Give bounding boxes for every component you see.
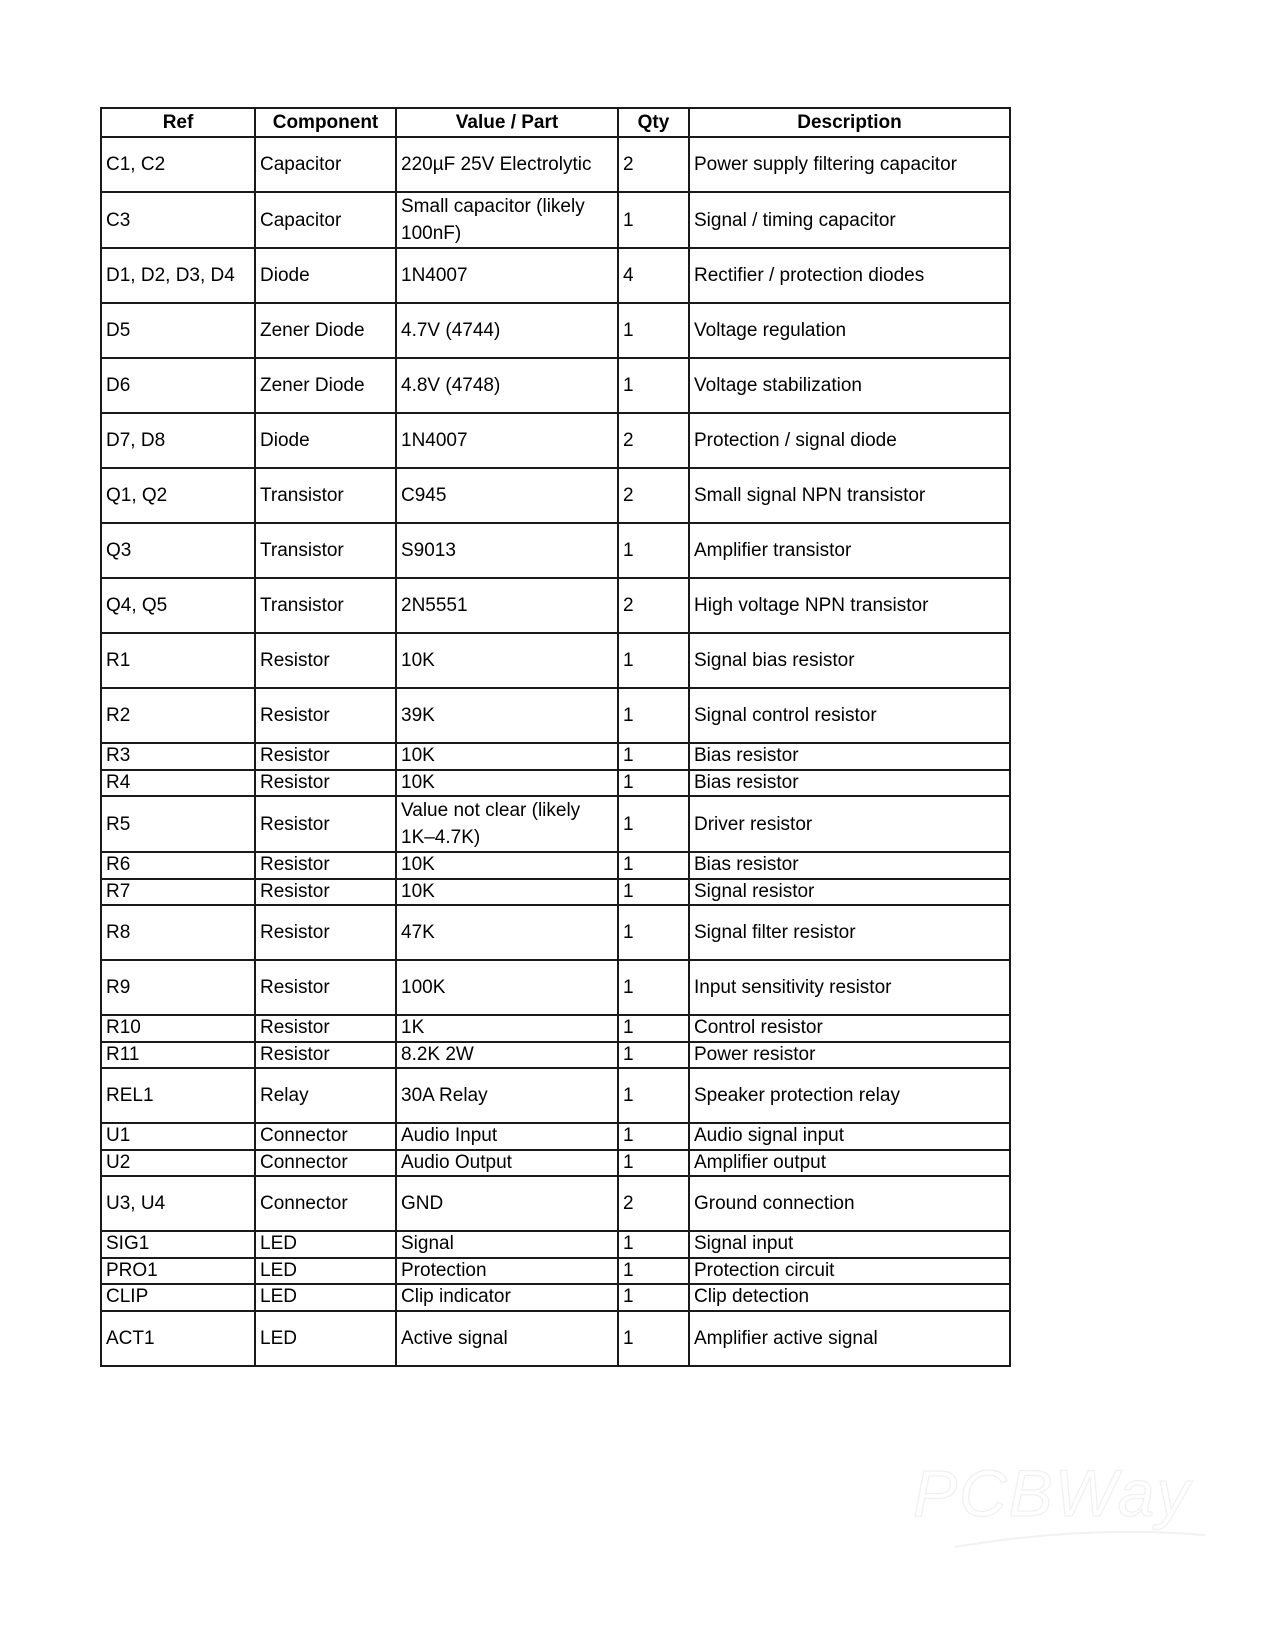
cell-ref: R1 [101,633,255,688]
cell-description: Power supply filtering capacitor [689,137,1010,192]
table-row [101,1123,1010,1150]
table-row [101,688,1010,743]
cell-component: Diode [255,248,396,303]
cell-qty: 1 [618,633,689,688]
cell-description: Voltage regulation [689,303,1010,358]
cell-description: Clip detection [689,1284,1010,1311]
cell-ref: U3, U4 [101,1176,255,1231]
cell-ref: Q3 [101,523,255,578]
cell-qty: 1 [618,1258,689,1285]
cell-value: 47K [396,905,618,960]
cell-ref: D5 [101,303,255,358]
cell-value: 30A Relay [396,1068,618,1123]
cell-description: Bias resistor [689,743,1010,770]
cell-description: Signal / timing capacitor [689,192,1010,248]
header-component: Component [255,108,396,137]
cell-qty: 1 [618,688,689,743]
cell-description: Ground connection [689,1176,1010,1231]
cell-qty: 4 [618,248,689,303]
cell-value: Value not clear (likely 1K–4.7K) [396,796,618,852]
cell-ref: R6 [101,852,255,879]
cell-ref: D7, D8 [101,413,255,468]
table-row [101,1258,1010,1285]
table-row [101,1284,1010,1311]
cell-ref: R5 [101,796,255,852]
cell-component: Connector [255,1150,396,1177]
table-row [101,303,1010,358]
table-row [101,523,1010,578]
cell-value: C945 [396,468,618,523]
header-ref: Ref [101,108,255,137]
cell-qty: 2 [618,413,689,468]
cell-component: Connector [255,1123,396,1150]
cell-description: Amplifier output [689,1150,1010,1177]
cell-qty: 1 [618,960,689,1015]
table-row [101,905,1010,960]
cell-value: Small capacitor (likely 100nF) [396,192,618,248]
cell-value: Signal [396,1231,618,1258]
cell-value: 4.7V (4744) [396,303,618,358]
cell-ref: REL1 [101,1068,255,1123]
header-qty: Qty [618,108,689,137]
cell-qty: 2 [618,578,689,633]
cell-component: Resistor [255,633,396,688]
watermark-logo-text: PCBWay [913,1456,1192,1530]
cell-description: Audio signal input [689,1123,1010,1150]
cell-ref: Q1, Q2 [101,468,255,523]
table-row [101,770,1010,797]
cell-qty: 1 [618,303,689,358]
cell-qty: 1 [618,1284,689,1311]
table-body [101,137,1010,1366]
cell-qty: 1 [618,770,689,797]
cell-qty: 1 [618,1068,689,1123]
cell-component: Resistor [255,1042,396,1069]
cell-value: Clip indicator [396,1284,618,1311]
cell-qty: 2 [618,468,689,523]
table-row [101,743,1010,770]
cell-value: 1N4007 [396,248,618,303]
table-row [101,578,1010,633]
cell-qty: 1 [618,852,689,879]
cell-value: GND [396,1176,618,1231]
cell-component: Resistor [255,905,396,960]
cell-component: Relay [255,1068,396,1123]
cell-value: 39K [396,688,618,743]
cell-ref: R11 [101,1042,255,1069]
cell-qty: 1 [618,1150,689,1177]
cell-description: Power resistor [689,1042,1010,1069]
cell-component: Resistor [255,879,396,906]
cell-component: Connector [255,1176,396,1231]
cell-ref: D1, D2, D3, D4 [101,248,255,303]
cell-description: Control resistor [689,1015,1010,1042]
table-row [101,358,1010,413]
cell-component: Zener Diode [255,358,396,413]
cell-value: 10K [396,743,618,770]
cell-component: Resistor [255,960,396,1015]
cell-value: 10K [396,770,618,797]
cell-component: Transistor [255,523,396,578]
cell-component: Resistor [255,688,396,743]
table-header-row [101,108,1010,137]
cell-component: Resistor [255,1015,396,1042]
cell-qty: 1 [618,1015,689,1042]
cell-description: Protection / signal diode [689,413,1010,468]
cell-value: 4.8V (4748) [396,358,618,413]
cell-value: 1K [396,1015,618,1042]
cell-value: Active signal [396,1311,618,1366]
cell-value: Audio Output [396,1150,618,1177]
cell-qty: 1 [618,358,689,413]
table-row [101,1150,1010,1177]
cell-ref: R10 [101,1015,255,1042]
pcbway-watermark [905,1455,1205,1550]
table-row [101,1042,1010,1069]
table-row [101,137,1010,192]
cell-value: 10K [396,879,618,906]
cell-value: 10K [396,633,618,688]
cell-description: Bias resistor [689,852,1010,879]
cell-description: Signal bias resistor [689,633,1010,688]
cell-component: LED [255,1231,396,1258]
table-row [101,248,1010,303]
cell-description: Signal input [689,1231,1010,1258]
cell-component: Capacitor [255,137,396,192]
cell-description: Voltage stabilization [689,358,1010,413]
table-row [101,796,1010,852]
bom-table [100,107,1011,1367]
cell-description: Amplifier transistor [689,523,1010,578]
cell-description: Signal resistor [689,879,1010,906]
cell-ref: R3 [101,743,255,770]
cell-ref: C1, C2 [101,137,255,192]
cell-value: Audio Input [396,1123,618,1150]
cell-description: Protection circuit [689,1258,1010,1285]
cell-component: Transistor [255,578,396,633]
cell-qty: 1 [618,905,689,960]
cell-qty: 1 [618,523,689,578]
table-row [101,879,1010,906]
table-row [101,852,1010,879]
cell-ref: R9 [101,960,255,1015]
cell-component: LED [255,1258,396,1285]
table-row [101,413,1010,468]
watermark-swoosh-icon [905,1455,1205,1550]
cell-value: 1N4007 [396,413,618,468]
cell-description: Amplifier active signal [689,1311,1010,1366]
table-row [101,1176,1010,1231]
cell-ref: D6 [101,358,255,413]
table-row [101,192,1010,248]
cell-qty: 1 [618,879,689,906]
cell-ref: R2 [101,688,255,743]
cell-component: LED [255,1284,396,1311]
cell-value: 10K [396,852,618,879]
cell-value: 8.2K 2W [396,1042,618,1069]
cell-component: Diode [255,413,396,468]
cell-qty: 1 [618,1123,689,1150]
table-row [101,960,1010,1015]
cell-ref: U1 [101,1123,255,1150]
cell-qty: 1 [618,1231,689,1258]
cell-component: Resistor [255,743,396,770]
cell-ref: Q4, Q5 [101,578,255,633]
cell-description: Small signal NPN transistor [689,468,1010,523]
cell-component: Capacitor [255,192,396,248]
cell-description: Driver resistor [689,796,1010,852]
cell-description: Input sensitivity resistor [689,960,1010,1015]
cell-description: High voltage NPN transistor [689,578,1010,633]
cell-value: 220µF 25V Electrolytic [396,137,618,192]
cell-description: Speaker protection relay [689,1068,1010,1123]
cell-qty: 2 [618,137,689,192]
cell-value: S9013 [396,523,618,578]
header-description: Description [689,108,1010,137]
cell-description: Rectifier / protection diodes [689,248,1010,303]
cell-value: Protection [396,1258,618,1285]
cell-component: LED [255,1311,396,1366]
cell-qty: 1 [618,796,689,852]
cell-qty: 1 [618,192,689,248]
cell-component: Zener Diode [255,303,396,358]
table-row [101,1231,1010,1258]
cell-ref: SIG1 [101,1231,255,1258]
cell-ref: PRO1 [101,1258,255,1285]
table-row [101,468,1010,523]
cell-ref: ACT1 [101,1311,255,1366]
cell-component: Resistor [255,770,396,797]
cell-ref: C3 [101,192,255,248]
cell-component: Resistor [255,852,396,879]
cell-ref: R4 [101,770,255,797]
header-value: Value / Part [396,108,618,137]
cell-ref: U2 [101,1150,255,1177]
cell-description: Bias resistor [689,770,1010,797]
cell-qty: 2 [618,1176,689,1231]
cell-value: 100K [396,960,618,1015]
cell-component: Resistor [255,796,396,852]
table-row [101,1311,1010,1366]
cell-qty: 1 [618,1311,689,1366]
table-row [101,1015,1010,1042]
cell-ref: R8 [101,905,255,960]
cell-qty: 1 [618,743,689,770]
cell-description: Signal filter resistor [689,905,1010,960]
cell-ref: R7 [101,879,255,906]
table-row [101,1068,1010,1123]
cell-component: Transistor [255,468,396,523]
cell-description: Signal control resistor [689,688,1010,743]
cell-qty: 1 [618,1042,689,1069]
cell-value: 2N5551 [396,578,618,633]
table-row [101,633,1010,688]
cell-ref: CLIP [101,1284,255,1311]
